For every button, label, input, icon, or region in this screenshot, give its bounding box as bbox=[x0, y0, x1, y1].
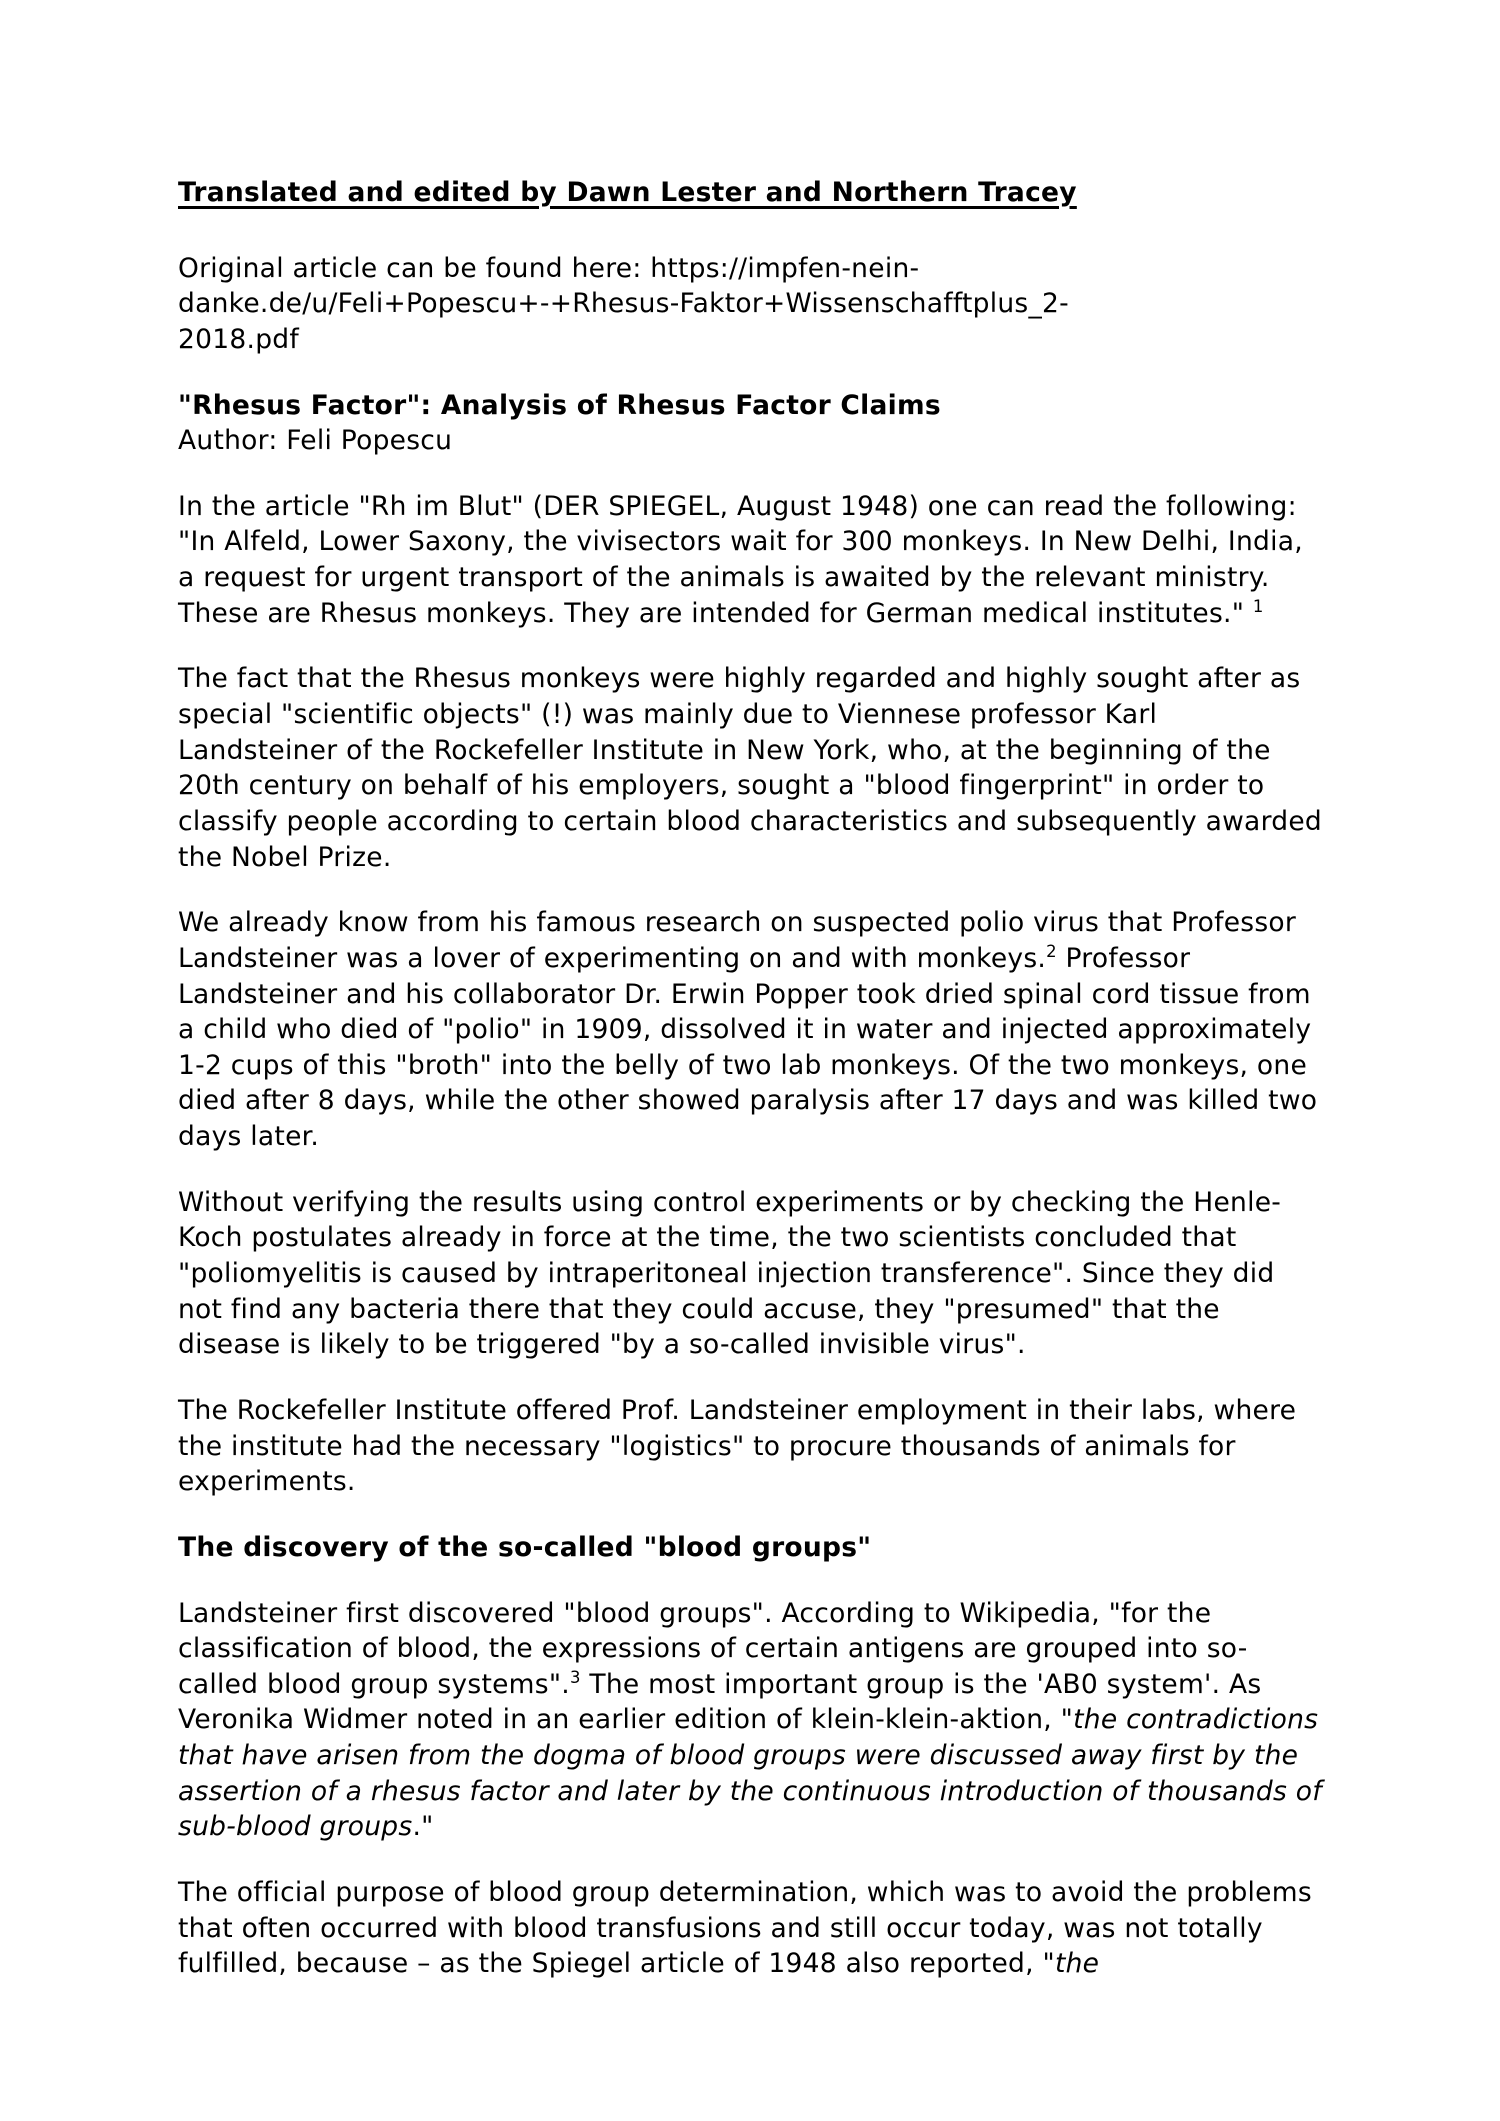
spiegel-quote-italic-tail: the bbox=[1054, 1948, 1100, 1980]
paragraph-polio-experiment bbox=[178, 905, 1324, 1154]
section-heading-blood-groups: The discovery of the so-called "blood groups" bbox=[178, 1531, 872, 1563]
paragraph-polio-experiment-post: Professor Landsteiner and his collaborator Dr. Erwin Popper took dried spinal cord tissue from a child who died of "polio" in 1909, dissolved it in water and injected approximately 1-2 cups of this "broth" into the belly of two lab monkeys. Of the two monkeys, one died after 8 days, while the other showed paralysis after 17 days and was killed two days later. bbox=[178, 942, 1318, 1153]
paragraph-landsteiner-background: The fact that the Rhesus monkeys were highly regarded and highly sought after as special "scientific objects" (!) was mainly due to Viennese professor Karl Landsteiner of the Rockefeller Institute in New York, who, at the beginning of the 20th century on behalf of his employers, sought a "blood fingerprint" in order to classify people according to certain blood characteristics and subsequently awarded the Nobel Prize. bbox=[178, 663, 1323, 873]
paragraph-spiegel-quote-text: In the article "Rh im Blut" (DER SPIEGEL, August 1948) one can read the following: "In Alfeld, Lower Saxony, the vivisectors wait for 300 monkeys. In New Delhi, India, a request for urgent transport of the animals is awaited by the relevant ministry. These are Rhesus monkeys. They are intended for German medical institutes." bbox=[178, 490, 1303, 629]
translator-credit-heading: Translated and edited by Dawn Lester and Northern Tracey bbox=[178, 177, 1077, 208]
source-url-paragraph bbox=[178, 251, 1178, 358]
footnote-marker-3: 3 bbox=[569, 1667, 581, 1687]
paragraph-henle-koch: Without verifying the results using control experiments or by checking the Henle-Koch postulates already in force at the time, the two scientists concluded that "poliomyelitis is caused by intraperitoneal injection transference". Since they did not find any bacteria there that they could accuse, they "presumed" that the disease is likely to be triggered "by a so-called invisible virus". bbox=[178, 1186, 1282, 1361]
paragraph-polio-experiment-pre: We already know from his famous research on suspected polio virus that Professor Landsteiner was a lover of experimenting on and with monkeys. bbox=[178, 907, 1297, 974]
footnote-marker-2: 2 bbox=[1046, 942, 1057, 962]
paragraph-blood-groups-wikipedia bbox=[178, 1596, 1324, 1845]
paragraph-rockefeller-employment: The Rockefeller Institute offered Prof. Landsteiner employment in their labs, where the institute had the necessary "logistics" to procure thousands of animals for experiments. bbox=[178, 1394, 1297, 1498]
article-title: "Rhesus Factor": Analysis of Rhesus Factor Claims bbox=[178, 389, 941, 421]
paragraph-transfusion-purpose-pre: The official purpose of blood group determination, which was to avoid the problems that often occurred with blood transfusions and still occur today, was not totally fulfilled, because – as the Spiegel article of 1948 also reported, " bbox=[178, 1876, 1312, 1980]
document-body bbox=[178, 175, 1324, 1982]
paragraph-blood-groups-pre: Landsteiner first discovered "blood groups". According to Wikipedia, "for the classification of blood, the expressions of certain antigens are grouped into so-called blood group systems". bbox=[178, 1597, 1248, 1700]
footnote-marker-1: 1 bbox=[1252, 596, 1264, 616]
paragraph-blood-groups-mid: The most important group is the 'AB0 system'. As Veronika Widmer noted in an earlier edition of klein-klein-aktion, " bbox=[178, 1668, 1262, 1736]
paragraph-spiegel-quote bbox=[178, 489, 1324, 632]
paragraph-transfusion-purpose bbox=[178, 1875, 1324, 1982]
source-url-text: https://impfen-nein-danke.de/u/Feli+Popescu+-+Rhesus-Faktor+Wissenschafftplus_2-2018.pdf bbox=[178, 252, 1069, 355]
source-note-label: Original article can be found here: bbox=[178, 252, 651, 284]
paragraph-blood-groups-post: ." bbox=[412, 1811, 434, 1843]
article-author: Author: Feli Popescu bbox=[178, 425, 453, 457]
widmer-quote-italic: the contradictions that have arisen from the dogma of blood groups were discussed away first by the assertion of a rhesus factor and later by the continuous introduction of thousands of sub-blood groups bbox=[178, 1704, 1322, 1843]
